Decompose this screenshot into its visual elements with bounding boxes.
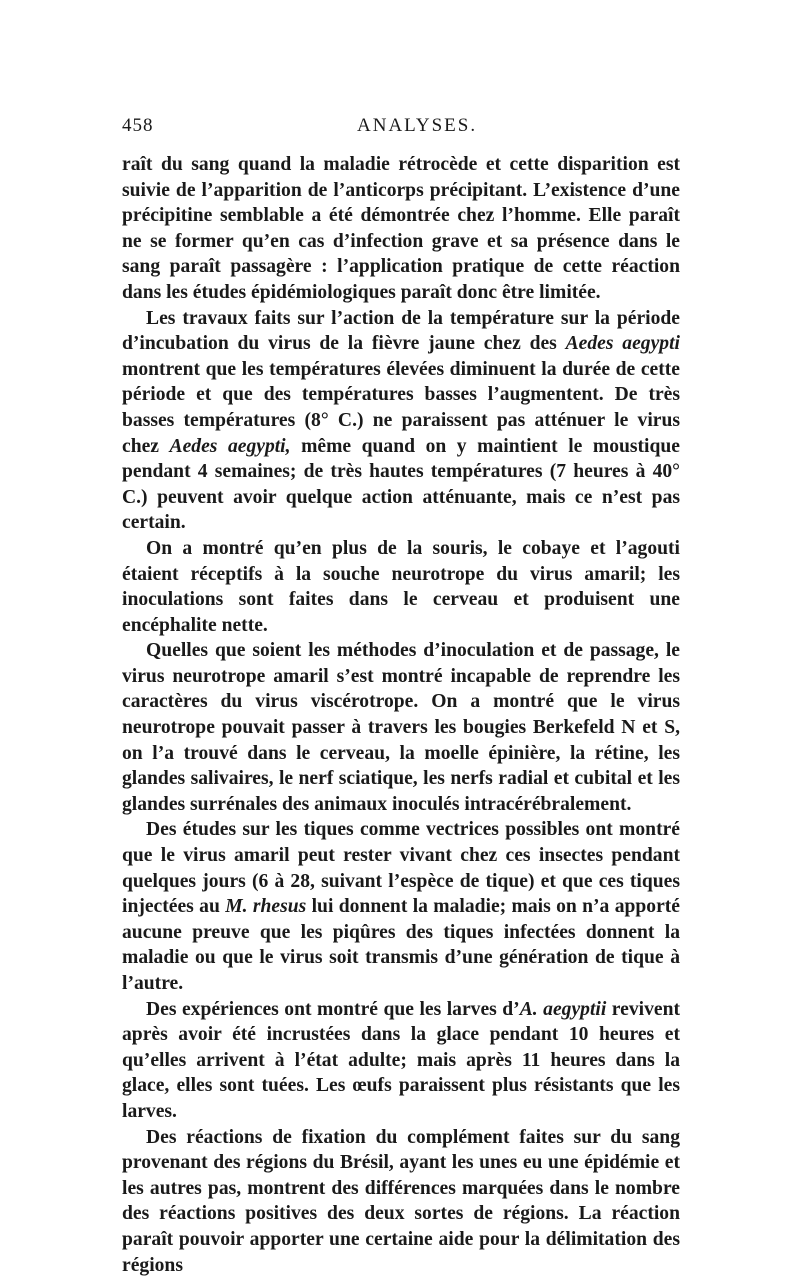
paragraph-complement-fixation: [122, 1125, 680, 1278]
species-name: Aedes aegypti: [565, 333, 680, 355]
paragraph-text: lui donnent la maladie; mais on n’a apporté aucune preuve que les piqûres des tiques infectées donnent la maladie ou que le virus soit transmis d’une génération de tique à l’autre.: [122, 896, 681, 994]
running-title: ANALYSES.: [357, 115, 478, 136]
paragraph-receptive-animals: [122, 536, 680, 638]
paragraph-continuation: [122, 152, 680, 306]
paragraph-ticks: [122, 817, 680, 996]
species-name: Aedes aegypti,: [169, 435, 291, 457]
paragraph-text: Les travaux faits sur l’action de la température sur la période d’incubation du virus de la fièvre jaune chez des: [122, 307, 680, 355]
paragraph-text: même quand on y maintient le moustique pendant 4 semaines; de très hautes températures (7 heures à 40° C.) peuvent avoir quelque action atténuante, mais ce n’est pas certain.: [122, 435, 680, 534]
paragraph-text: Des études sur les tiques comme vectrices possibles ont montré que le virus amaril peut rester vivant chez ces insectes pendant quelques jours (6 à 28, suivant l’espèce de tique) et que ces tiques injectées au: [122, 819, 680, 918]
paragraph-neurotrope-virus: [122, 638, 680, 817]
paragraph-text: On a montré qu’en plus de la souris, le cobaye et l’agouti étaient réceptifs à la souche neurotrope du virus amaril; les inoculations sont faites dans le cerveau et produisent une encéphalite nette.: [122, 537, 680, 636]
paragraph-temperature-incubation: [122, 306, 680, 536]
paragraph-text: Des expériences ont montré que les larves d’: [146, 998, 520, 1020]
paragraph-text: Quelles que soient les méthodes d’inoculation et de passage, le virus neurotrope amaril s’est montré incapable de reprendre les caractères du virus viscérotrope. On a montré que le virus neurotrope pouvait passer à travers les bougies Berkefeld N et S, on l’a trouvé dans le cerveau, la moelle épinière, la rétine, les glandes salivaires, le nerf sciatique, les nerfs radial et cubital et les glandes surrénales des animaux inoculés intracérébralement.: [122, 640, 680, 815]
paragraph-text: montrent que les températures élevées diminuent la durée de cette période et que des températures basses l’augmentent. De très basses températures (8° C.) ne paraissent pas atténuer le virus chez: [122, 358, 680, 457]
species-name: M. rhesus: [225, 896, 307, 918]
paragraph-text: revivent après avoir été incrustées dans la glace pendant 10 heures et qu’elles arrivent à l’état adulte; mais après 11 heures dans la glace, elles sont tuées. Les œufs paraissent plus résistants que les larves.: [122, 998, 680, 1122]
page-number: 458: [122, 115, 154, 136]
running-head: [122, 115, 680, 141]
paragraph-larvae-ice: [122, 997, 680, 1125]
species-name: A. aegyptii: [519, 998, 607, 1020]
paragraph-text: Des réactions de fixation du complément faites sur du sang provenant des régions du Brésil, ayant les unes eu une épidémie et les autres pas, montrent des différences marquées dans le nombre des réactions positives des deux sortes de régions. La réaction paraît pouvoir apporter une certaine aide pour la délimitation des régions: [122, 1126, 680, 1276]
paragraph-text: raît du sang quand la maladie rétrocède et cette disparition est suivie de l’apparition de l’anticorps précipitant. L’existence d’une précipitine semblable a été démontrée chez l’homme. Elle paraît ne se former qu’en cas d’infection grave et sa présence dans le sang paraît passagère : l’application pratique de cette réaction dans les études épidémiologiques paraît donc être limitée.: [122, 154, 680, 303]
body-text: [122, 152, 680, 1278]
